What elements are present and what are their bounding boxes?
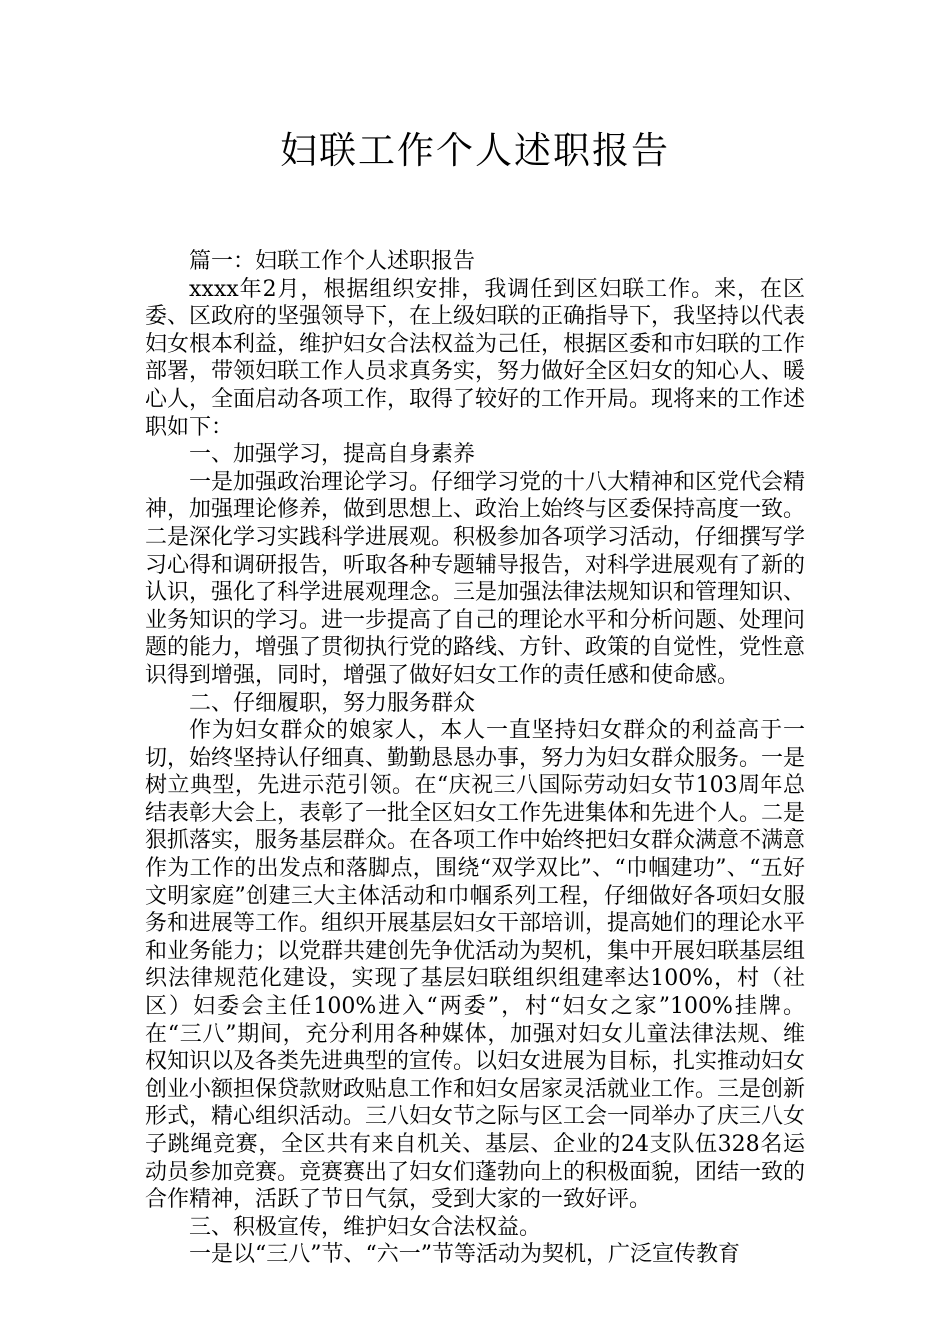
document-body [145,248,805,1269]
paragraph-intro: xxxx年2月，根据组织安排，我调任到区妇联工作。来，在区委、区政府的坚强领导下，在上级妇联的正确指导下，我坚持以代表妇女根本利益，维护妇女合法权益为己任，根据区委和市妇联的工作部署，带领妇联工作人员求真务实，努力做好全区妇女的知心人、暖心人，全面启动各项工作，取得了较好的工作开局。现将来的工作述职如下： [145,276,806,440]
paragraph-section-1: 一是加强政治理论学习。仔细学习党的十八大精神和区党代会精神，加强理论修养，做到思想上、政治上始终与区委保持高度一致。二是深化学习实践科学进展观。积极参加各项学习活动，仔细撰写学习心得和调研报告，听取各种专题辅导报告，对科学进展观有了新的认识，强化了科学进展观理念。三是加强法律法规知识和管理知识、业务知识的学习。进一步提高了自己的理论水平和分析问题、处理问题的能力，增强了贯彻执行党的路线、方针、政策的自觉性，党性意识得到增强，同时，增强了做好妇女工作的责任感和使命感。 [145,469,806,688]
heading-section-3: 三、积极宣传，维护妇女合法权益。 [189,1214,542,1240]
document-title: 妇联工作个人述职报告 [280,129,670,172]
heading-section-2: 二、仔细履职，努力服务群众 [189,690,476,716]
heading-section-1: 一、加强学习，提高自身素养 [189,442,476,468]
paragraph-section-2: 作为妇女群众的娘家人，本人一直坚持妇女群众的利益高于一切，始终坚持认仔细真、勤勤恳恳办事，努力为妇女群众服务。一是树立典型，先进示范引领。在“庆祝三八国际劳动妇女节103周年总结表彰大会上，表彰了一批全区妇女工作先进集体和先进个人。二是狠抓落实，服务基层群众。在各项工作中始终把妇女群众满意不满意作为工作的出发点和落脚点，围绕“双学双比”、“巾帼建功”、“五好文明家庭”创建三大主体活动和巾帼系列工程，仔细做好各项妇女服务和进展等工作。组织开展基层妇女干部培训，提高她们的理论水平和业务能力；以党群共建创先争优活动为契机，集中开展妇联基层组织法律规范化建设，实现了基层妇联组织组建率达100%，村（社区）妇委会主任100%进入“两委”，村“妇女之家”100%挂牌。在“三八”期间，充分利用各种媒体，加强对妇女儿童法律法规、维权知识以及各类先进典型的宣传。以妇女进展为目标，扎实推动妇女创业小额担保贷款财政贴息工作和妇女居家灵活就业工作。三是创新形式，精心组织活动。三八妇女节之际与区工会一同举办了庆三八女子跳绳竞赛，全区共有来自机关、基层、企业的24支队伍328名运动员参加竞赛。竞赛赛出了妇女们蓬勃向上的积极面貌，团结一致的合作精神，活跃了节日气氛，受到大家的一致好评。 [145,718,806,1213]
paragraph-section-label: 篇一：妇联工作个人述职报告 [189,249,476,274]
paragraph-section-3: 一是以“三八”节、“六一”节等活动为契机，广泛宣传教育 [189,1242,740,1268]
